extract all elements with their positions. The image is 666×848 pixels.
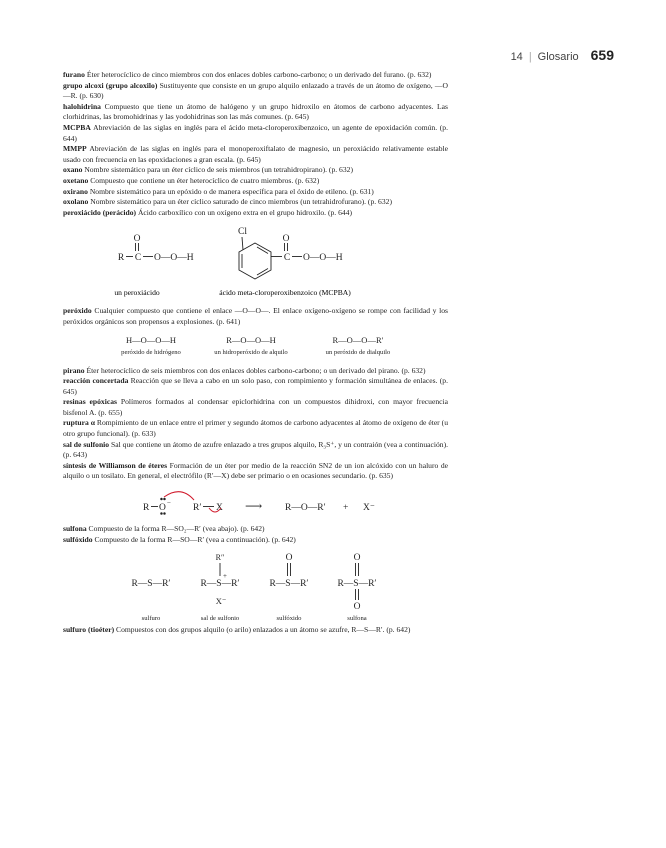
leaving-group-label: X — [216, 503, 223, 514]
sulfonium-r-double-prime: R″ — [215, 553, 225, 563]
alkyl-hydroperoxide-caption: un hidroperóxido de alquilo — [214, 348, 288, 356]
entry-definition: Nombre sistemático para un éter cíclico saturado de cinco miembros (un tetrahidrofurano). (p. 632) — [90, 197, 392, 207]
entry-term: resinas epóxicas — [63, 397, 117, 407]
entry-definition: Compuestos con dos grupos alquilo (o arilo) enlazados a un átomo se azufre, R—S—R′. (p. 642) — [116, 625, 411, 635]
header-separator: | — [528, 51, 532, 63]
entry-definition: Formación de un éter por medio de la reacción SN2 de un ion alcóxido con un haluro de alquilo o un tosilato. En general, el electrófilo (R′—X) debe ser primario o en ocasiones secundario. (p. 635) — [63, 460, 448, 481]
peroxy-chain-label-2: O—O—H — [303, 253, 343, 264]
sulfone-structure: R—S—R′ — [337, 579, 377, 590]
entry-term: oxetano — [63, 175, 89, 185]
page-number: 659 — [590, 47, 614, 63]
entry-definition: Abreviación de las siglas en inglés para el monoperoxiftalato de magnesio, un peroxiácido relativamente estable usado con frecuencia en las epoxidaciones a gran escala. (p. 645) — [63, 144, 449, 164]
alkyl-halide-r-label: R′ — [193, 503, 202, 514]
sulfur-compounds-figure — [63, 548, 448, 622]
peroxyacid-caption: un peroxiácido — [114, 288, 160, 298]
glossary-entry — [63, 366, 448, 377]
sulfide-caption: sulfuro — [141, 615, 161, 623]
entry-definition: Sal que contiene un átomo de azufre enlazado a tres grupos alquilo, R₃S⁺, y un contraión (vea a continuación). (p. 643) — [63, 439, 448, 460]
entry-term: sal de sulfonio — [63, 439, 110, 449]
sulfonium-charge: + — [223, 572, 227, 581]
entry-term: furano — [63, 70, 85, 79]
entry-definition: Éter heterocíclico de seis miembros con dos enlaces dobles carbono-carbono; o un derivado del pirano. (p. 632) — [86, 365, 426, 375]
ether-product-label: R—O—R′ — [285, 503, 326, 514]
carbonyl-oxygen-label-2: O — [282, 234, 290, 245]
entry-definition: Compuesto de la forma R—SO—R′ (vea a continuación). (p. 642) — [94, 534, 296, 544]
entry-definition: Polímeros formados al condensar epiclorhidrina con un compuestos dihidroxi, con mayor frecuencia bisfenol A. (p. 655) — [63, 397, 448, 417]
glossary-entry — [63, 197, 448, 208]
dialkyl-peroxide-caption: un peróxido de dialquilo — [325, 348, 391, 356]
glossary-entry — [63, 397, 448, 418]
entry-term: oxolano — [63, 197, 89, 207]
reaction-arrow: ⟶ — [245, 499, 263, 514]
entry-term: peroxiácido (perácido) — [63, 207, 137, 217]
entry-definition: Compuesto que tiene un átomo de halógeno y un grupo hidroxilo en átomos de carbono adyacentes. Las clorhidrinas, las bromohidrinas y las yodohidrinas son las más comunes. (p. 645) — [63, 101, 448, 122]
entry-term: oxano — [63, 165, 83, 175]
entry-term: grupo alcoxi (grupo alcoxilo) — [63, 80, 158, 90]
entry-term: ruptura α — [63, 418, 95, 428]
carbonyl-oxygen-label: O — [133, 234, 141, 245]
alkoxide-r-label: R — [143, 503, 150, 514]
entry-term: halohidrina — [63, 101, 101, 111]
entry-term: peróxido — [63, 306, 92, 316]
carbon-label-2: C — [283, 253, 291, 264]
sulfone-oxygen-top: O — [353, 553, 361, 564]
carbon-label: C — [134, 253, 142, 264]
entry-term: síntesis de Williamson de éteres — [63, 460, 168, 470]
glossary-column — [63, 70, 448, 636]
glossary-entry — [63, 165, 448, 176]
entry-definition: Compuesto que contiene un éter heterocíclico de cuatro miembros. (p. 632) — [90, 175, 320, 185]
glossary-entry — [63, 123, 448, 144]
glossary-entry — [63, 70, 448, 81]
glossary-entry — [63, 176, 448, 187]
glossary-entry — [63, 208, 448, 219]
alkyl-hydroperoxide-structure: R—O—O—H — [226, 334, 276, 345]
entry-term: reacción concertada — [63, 376, 129, 386]
entry-definition: Nombre sistemático para un epóxido o de manera específica para el óxido de etileno. (p. 631) — [89, 186, 374, 196]
entry-definition: Compuesto de la forma R—SO₂—R′ (vea abajo). (p. 642) — [88, 524, 265, 534]
entry-definition: Ácido carboxílico con un oxígeno extra en el grupo hidroxilo. (p. 644) — [137, 207, 352, 217]
williamson-reaction-figure — [63, 485, 448, 521]
bond-lines — [126, 237, 302, 279]
chlorine-label: Cl — [238, 227, 247, 238]
counterion-label: X⁻ — [215, 596, 227, 607]
entry-definition: Reacción que se lleva a cabo en un solo paso, con rompimiento y formación simultánea de enlaces. (p. 645) — [63, 376, 448, 396]
hydrogen-peroxide-caption: peróxido de hidrógeno — [121, 348, 181, 356]
entry-definition: Éter heterocíclico de cinco miembros con dos enlaces dobles carbono-carbono; o un derivado del furano. (p. 632) — [86, 70, 432, 79]
glossary-entry — [63, 144, 448, 165]
alkoxide-charge: − — [167, 499, 171, 508]
glossary-entry — [63, 187, 448, 198]
glossary-entry — [63, 524, 448, 535]
peroxide-examples-figure — [63, 331, 448, 363]
r-group-label: R — [117, 253, 125, 264]
sulfonium-caption: sal de sulfonio — [200, 615, 240, 623]
glossary-entry — [63, 625, 448, 636]
entry-term: sulfóxido — [63, 534, 93, 544]
sulfoxide-oxygen: O — [285, 553, 293, 564]
section-title: Glosario — [537, 51, 579, 63]
sulfone-caption: sulfona — [347, 615, 367, 623]
page-header — [511, 47, 614, 63]
hydrogen-peroxide-structure: H—O—O—H — [125, 334, 177, 345]
glossary-entry — [63, 461, 448, 482]
sulfonium-structure: R—S—R′ — [200, 579, 240, 590]
sulfone-oxygen-bottom: O — [353, 602, 361, 613]
entry-definition: Cualquier compuesto que contiene el enlace —O—O—. El enlace oxígeno-oxígeno se rompe con facilidad y los peróxidos orgánicos son propensos a explosiones. (p. 641) — [63, 306, 448, 326]
peroxy-chain-label: O—O—H — [154, 253, 194, 264]
glossary-entry — [63, 306, 448, 327]
halide-ion-label: X⁻ — [363, 503, 375, 514]
entry-term: pirano — [63, 365, 85, 375]
alkoxide-oxygen-label: O — [159, 503, 166, 514]
entry-term: sulfuro (tioéter) — [63, 625, 115, 635]
glossary-entry — [63, 535, 448, 546]
entry-definition: Nombre sistemático para un éter cíclico de seis miembros (un tetrahidropirano). (p. 632) — [84, 165, 353, 175]
entry-term: oxirano — [63, 186, 88, 196]
entry-term: MCPBA — [63, 122, 91, 132]
entry-definition: Abreviación de las siglas en inglés para el ácido meta-cloroperoxibenzoico, un agente de epoxidación común. (p. 644) — [63, 122, 449, 143]
sulfoxide-caption: sulfóxido — [276, 615, 302, 623]
sulfoxide-structure: R—S—R′ — [269, 579, 309, 590]
entry-term: sulfona — [63, 524, 87, 534]
sulfide-structure: R—S—R′ — [131, 579, 171, 590]
peroxyacid-structures-figure — [63, 221, 448, 303]
glossary-entry — [63, 102, 448, 123]
glossary-entry — [63, 418, 448, 439]
entry-definition: Rompimiento de un enlace entre el primer y segundo átomos de carbono adyacentes al átomo de oxígeno de éter (u otro grupo funcional). (p. 633) — [63, 418, 449, 439]
entry-term: MMPP — [63, 144, 87, 154]
chapter-number: 14 — [510, 51, 523, 63]
plus-sign: + — [343, 503, 349, 514]
glossary-entry — [63, 440, 448, 461]
entry-definition: Sustituyente que consiste en un grupo alquilo enlazado a través de un átomo de oxígeno, —O—R. (p. 630) — [63, 80, 448, 101]
glossary-entry — [63, 376, 448, 397]
mcpba-caption: ácido meta-cloroperoxibenzoico (MCPBA) — [219, 288, 351, 298]
glossary-entry — [63, 81, 448, 102]
dialkyl-peroxide-structure: R—O—O—R′ — [332, 334, 384, 345]
